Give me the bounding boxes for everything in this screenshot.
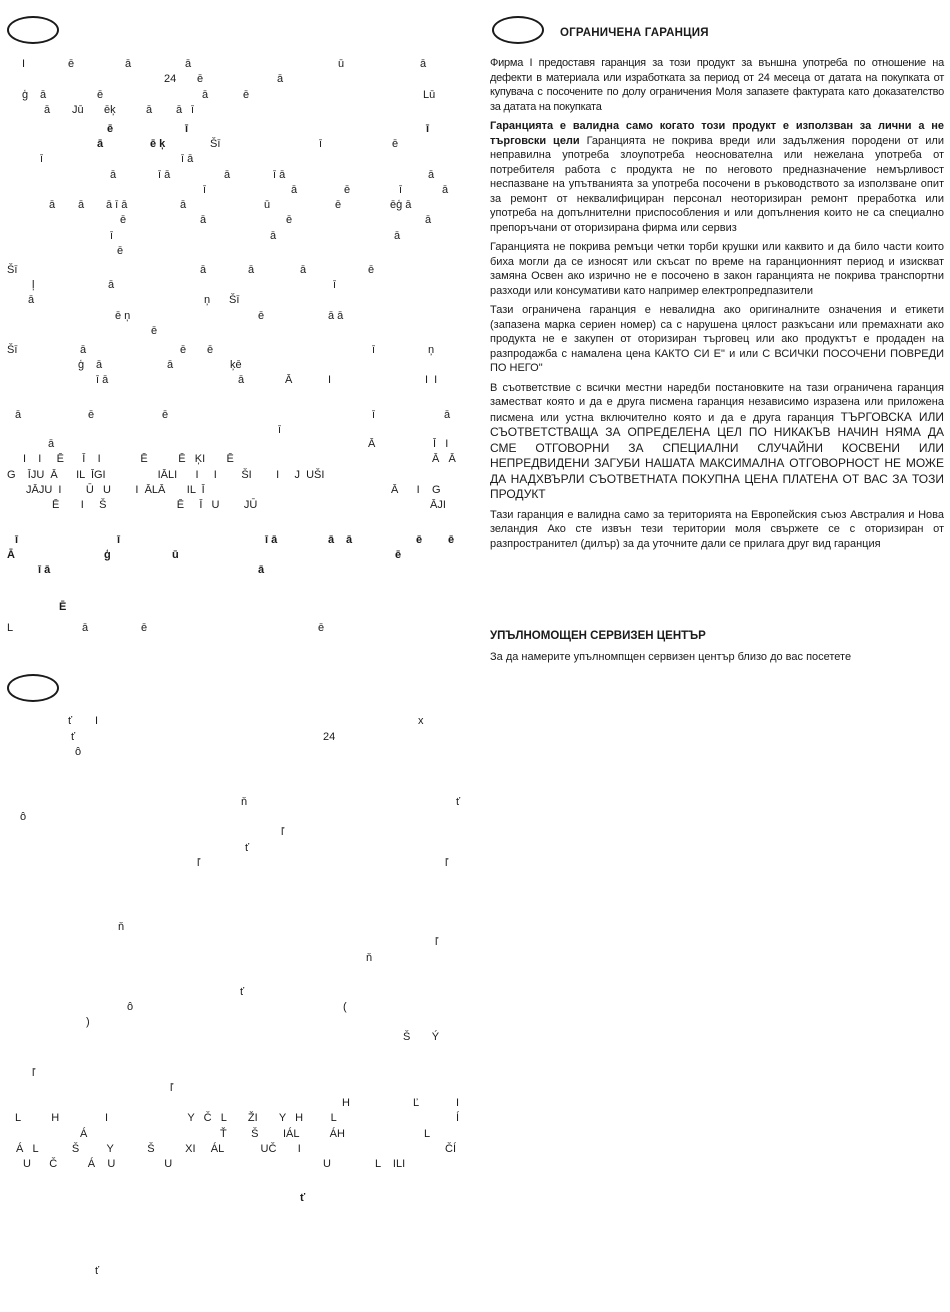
text-fragment: 24 [323,731,336,743]
text-fragment: Ā Ā [432,453,456,465]
text-fragment: ē [448,534,455,546]
text-fragment: ā [224,169,231,181]
warranty-paragraph-6: Тази гаранция е валидна само за територията на Европейския съюз Австралия и Нова зеландия Ако сте извън тези територии моля свържете се с оторизиран от разпространител (дилър) за да уточните дали се прилага друг вид гаранция [490,508,944,550]
text-fragment: ľ [197,857,201,869]
text-fragment: ē ņ [115,310,131,322]
text-fragment: ģ [104,549,111,561]
text-fragment: ē [120,214,127,226]
text-fragment: ī [333,279,337,291]
text-fragment: ā [48,438,55,450]
text-fragment: ī [372,344,376,356]
text-fragment: ť [245,842,250,854]
text-fragment: Jū [72,104,84,116]
warranty-paragraph-2 [490,119,944,235]
text-fragment: L ILI [375,1158,406,1170]
text-fragment: ô [20,811,27,823]
text-fragment: ľ [435,936,439,948]
text-fragment: ā [96,359,103,371]
text-fragment: ô [127,1001,134,1013]
text-fragment: ā [167,359,174,371]
text-fragment: ā ī ā [106,199,128,211]
text-fragment: ī [399,184,403,196]
text-fragment: ā [200,214,207,226]
language-badge-2 [7,674,59,702]
text-fragment: ň [118,921,125,933]
text-fragment: ť [71,731,76,743]
text-fragment: ū [172,549,179,561]
text-fragment: ā [270,230,277,242]
text-fragment: ē [392,138,399,150]
text-fragment: ā ā [328,310,344,322]
text-fragment: Šī [7,344,18,356]
text-fragment: ī [110,230,114,242]
text-fragment: L [7,622,14,634]
text-fragment: I I [425,374,438,386]
text-fragment: ā [49,199,56,211]
text-fragment: ā [125,58,132,70]
text-fragment: ň [241,796,248,808]
text-fragment: ī ā [265,534,278,546]
text-fragment: ī [372,409,376,421]
warranty-paragraph-5a: В съответствие с всички местни наредби постановките на тази ограничена гаранция заместват която и да е друга писмена гаранция независимо изразена или приложена писмена или устна включително която и да е друга гаранция [490,381,944,424]
text-fragment: ē [68,58,75,70]
text-fragment: I I Ē Ī I Ē Ē ĶI Ē [23,453,234,465]
text-fragment: ņ [204,294,211,306]
text-fragment: ī [185,123,189,135]
text-fragment: I [22,58,26,70]
text-fragment: Á [80,1128,88,1140]
service-center-text: За да намерите упълномпщен сервизен център близо до вас посетете [490,651,852,663]
text-fragment: ť [456,796,461,808]
text-fragment: ā [346,534,353,546]
text-fragment: ē [286,214,293,226]
text-fragment: ī ā [38,564,51,576]
text-fragment: ē [395,549,402,561]
text-fragment: Lū [423,89,436,101]
warranty-paragraph-3: Гаранцията не покрива ремъци четки торби крушки или каквито и да било части които биха могли да се износят или скъсат по време на гаранционният период и изискват замяна Освен ако изрично не е посочено в закон гаранцията не покрива транспортни разходи или консумативи като например електропредпазители [490,241,944,297]
text-fragment: ē [335,199,342,211]
warranty-paragraph-2-bold: Гаранцията е валидна само когато този продукт е използван за лични а не търговски цели [490,120,944,147]
text-fragment: ĀJI [430,499,446,511]
text-fragment: ē [207,344,214,356]
language-badge-1 [7,16,59,44]
text-fragment: Ā [285,374,293,386]
text-fragment: ēķ [104,104,116,116]
text-fragment: Š Ý [403,1031,440,1043]
warranty-paragraph-5b: ТЪРГОВСКА ИЛИ СЪОТВЕТСТВАЩА ЗА ОПРЕДЕЛЕНА ЦЕЛ ПО НИКАКЪВ НАЧИН НЯМА ДА СМЕ ОТГОВОРНИ ЗА СПЕЦИАЛНИ СЛУЧАЙНИ КОСВЕНИ ИЛИ НЕПРЕДВИДЕНИ ЗАГУБИ НАШАТА МАКСИМАЛНА ОТГОВОРНОСТ НЕ МОЖЕ ДА НАДХВЪРЛИ СЪОТВЕТНАТА ПОКУПНА ЦЕНА ПЛАТЕНА ОТ ВАС ЗА ТОЗИ ПРОДУКТ [490,409,945,501]
text-fragment: ā [185,58,192,70]
text-fragment: ť [240,986,245,998]
text-fragment: ķē [230,359,242,371]
text-fragment: ā [420,58,427,70]
text-fragment: ā [28,294,35,306]
service-center-heading: УПЪЛНОМОЩЕН СЕРВИЗЕН ЦЕНТЪР [490,630,706,642]
text-fragment: Šī [7,264,18,276]
text-fragment: ī [15,534,19,546]
text-fragment: ē [107,123,114,135]
text-fragment: ň [366,952,373,964]
text-fragment: ī [426,123,430,135]
text-fragment: ā [108,279,115,291]
text-fragment: ē [416,534,423,546]
text-fragment: 24 [164,73,177,85]
text-fragment: ē [180,344,187,356]
text-fragment: ē [368,264,375,276]
text-fragment: ī ā [96,374,109,386]
text-fragment: ē [88,409,95,421]
text-fragment: ī ā [181,153,194,165]
text-fragment: H [342,1097,350,1109]
text-fragment: Í [456,1112,460,1124]
text-fragment: ā [44,104,51,116]
text-fragment: ē [258,310,265,322]
text-fragment: ā [258,564,265,576]
warranty-paragraph-5 [490,381,944,503]
text-fragment: Á L Š Y Š XI ÁL UČ I [16,1143,301,1155]
text-fragment: ģ [78,359,85,371]
text-fragment: ( [343,1001,347,1013]
text-fragment: ēģ ā [390,199,412,211]
text-fragment: ľ [445,857,449,869]
text-fragment: ī [40,153,44,165]
text-fragment: I [456,1097,460,1109]
text-fragment: ā [202,89,209,101]
text-fragment: ā [40,89,47,101]
warranty-paragraph-4: Тази ограничена гаранция е невалидна ако оригиналните означения и етикети (запазена марка сериен номер) са с нарушена цялост разкъсани или премахнати ако продукта не е закупен от оторизиран търговец или ако продуктът е продаден на разпродажба с намалена цена КАКТО СИ Е" и или С ВСИЧКИ ПОСОЧЕНИ ПОВРЕДИ ПО НЕГО" [490,304,944,374]
text-fragment: ē [141,622,148,634]
text-fragment: ) [86,1016,90,1028]
text-fragment: ņ [428,344,435,356]
text-fragment: ē [318,622,325,634]
text-fragment: U Č Á U U [23,1158,173,1170]
text-fragment: ť [300,1192,306,1204]
text-fragment: ľ [281,826,285,838]
text-fragment: Šī [229,294,240,306]
text-fragment: ā [300,264,307,276]
text-fragment: ī [319,138,323,150]
text-fragment: ť [95,1265,100,1277]
text-fragment: ā [248,264,255,276]
text-fragment: ā [97,138,104,150]
text-fragment: ī ā [273,169,286,181]
warranty-title: ОГРАНИЧЕНА ГАРАНЦИЯ [560,27,709,39]
text-fragment: ā [15,409,22,421]
text-fragment: ē [117,245,124,257]
text-fragment: ā [444,409,451,421]
text-fragment: ā [146,104,153,116]
text-fragment: Ē [59,601,67,613]
text-fragment: Ť Š IÁL ÁH [220,1128,345,1140]
text-fragment: ū [338,58,345,70]
text-fragment: x [418,715,424,727]
text-fragment: ļ [32,279,35,291]
text-fragment: ľ [32,1067,36,1079]
text-fragment: ā [428,169,435,181]
text-fragment: ā [277,73,284,85]
text-fragment: Ā I G [391,484,441,496]
text-fragment: ā [442,184,449,196]
text-fragment: ī [278,424,282,436]
text-fragment: Šī [210,138,221,150]
text-fragment: ľ [170,1082,174,1094]
text-fragment: ô [75,746,82,758]
text-fragment: ē [151,325,158,337]
text-fragment: Ā [7,549,15,561]
text-fragment: ī [203,184,207,196]
text-fragment: Ľ [413,1097,420,1109]
text-fragment: I [328,374,332,386]
text-fragment: ē ķ [150,138,166,150]
text-fragment: G ĪJU Ā IL ĪGI IĀLI I I ŠI I J UŠI [7,469,325,481]
text-fragment: U [323,1158,331,1170]
text-fragment: ū [264,199,271,211]
text-fragment: ČÍ [445,1143,456,1155]
text-fragment: ā [291,184,298,196]
text-fragment: ā [238,374,245,386]
text-fragment: ā [394,230,401,242]
text-fragment: Ē I Š Ē Ī U JŪ [52,499,258,511]
text-fragment: ē [344,184,351,196]
text-fragment: ī [117,534,121,546]
text-fragment: ā [200,264,207,276]
text-fragment: ā [180,199,187,211]
language-badge-3 [492,16,544,44]
text-fragment: Ā [368,438,376,450]
text-fragment: I [95,715,99,727]
text-fragment: ģ [22,89,29,101]
warranty-paragraph-1: Фирма I предоставя гаранция за този продукт за външна употреба по отношение на дефекти в материала или изработката за период от 24 месеца от датата на покупката от купувача с посочените по долу ограничения Моля запазете фактурата като доказателство за датата на покупката [490,57,944,113]
text-fragment: ā [82,622,89,634]
text-fragment: ā [328,534,335,546]
text-fragment: ā [78,199,85,211]
warranty-paragraph-2-rest: Гаранцията не покрива вреди или задължения породени от или неправилна употреба злоупотреба неоснователна или нежелана употреба от потребителя работа с продукта не по неговото предназначение немърливост неспазване на упътванията за употреба посочени в ръководството за използване опит за ремонт от неквалифициран персонал неоторизиран ремонт преработка или употреба на допълнителни приспособления и или допълнения които не са специално препоръчани от оторизирана фирма или сервиз [490,134,944,234]
text-fragment: L H I Y Č L ŽI Y H L [15,1112,337,1124]
text-fragment: ā [80,344,87,356]
text-fragment: ē [243,89,250,101]
text-fragment: ā [110,169,117,181]
text-fragment: ē [197,73,204,85]
text-fragment: ā [425,214,432,226]
text-fragment: ā [176,104,183,116]
text-fragment: ē [97,89,104,101]
text-fragment: L [424,1128,431,1140]
text-fragment: ī [191,104,195,116]
text-fragment: ē [162,409,169,421]
warranty-body [490,56,944,556]
text-fragment: ī ā [158,169,171,181]
text-fragment: JĀJU I Ū U I ĀLĀ IL Ī [26,484,205,496]
text-fragment: ť [68,715,73,727]
text-fragment: Ī I [433,438,449,450]
